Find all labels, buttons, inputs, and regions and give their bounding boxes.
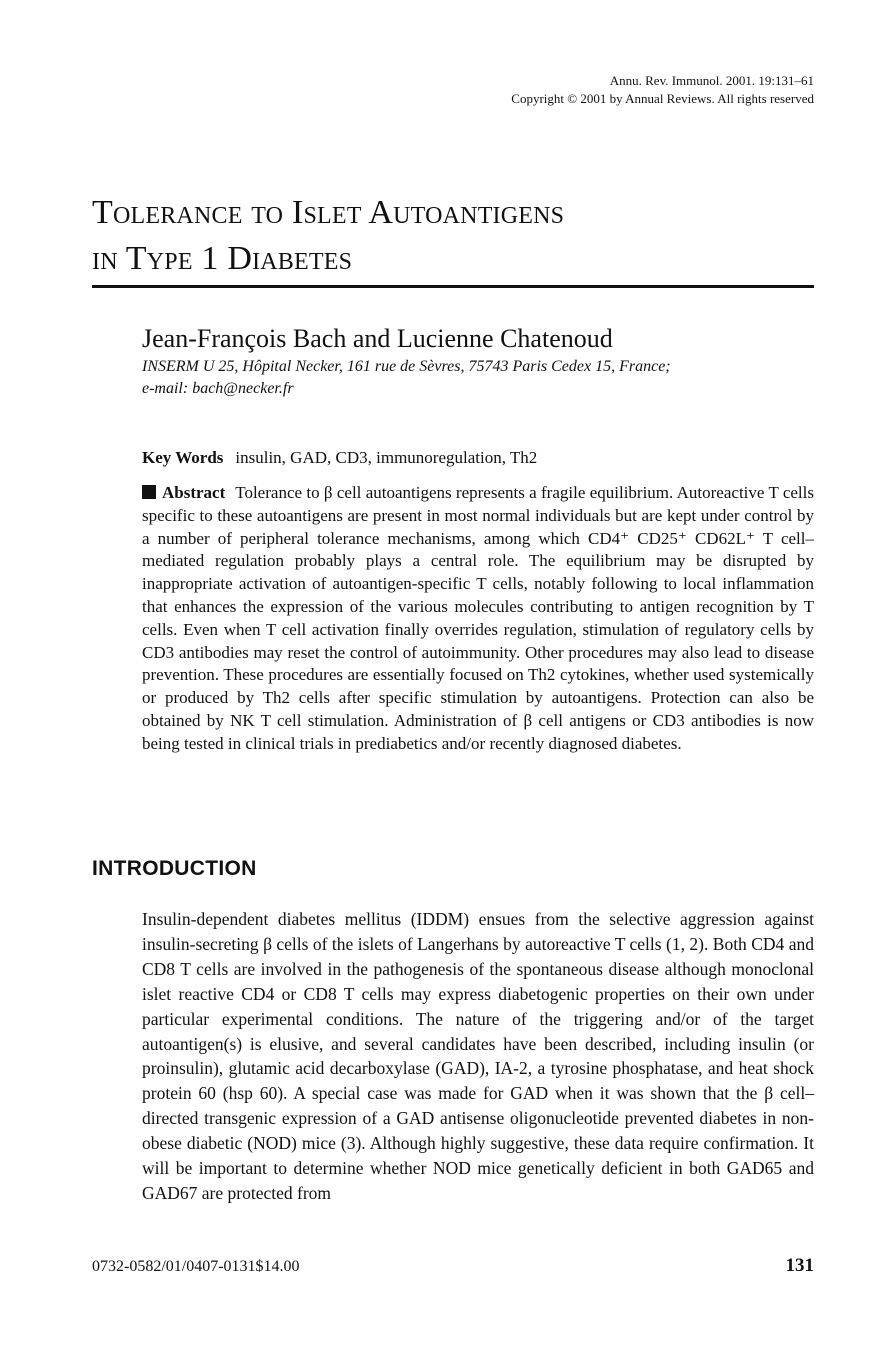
keywords-label: Key Words — [142, 448, 224, 467]
keywords-text: insulin, GAD, CD3, immunoregulation, Th2 — [235, 448, 538, 467]
abstract — [142, 482, 814, 756]
affiliation — [142, 356, 822, 400]
journal-citation — [511, 72, 814, 108]
affiliation-address: INSERM U 25, Hôpital Necker, 161 rue de Sèvres, 75743 Paris Cedex 15, France; — [142, 358, 671, 375]
abstract-text: Tolerance to β cell autoantigens represents a fragile equilibrium. Autoreactive T cells specific to these autoantigens are present in most normal individuals but are kept under control by a number of peripheral tolerance mechanisms, among which CD4⁺ CD25⁺ CD62L⁺ T cell–mediated regulation probably plays a central role. The equilibrium may be disrupted by inappropriate activation of autoantigen-specific T cells, notably following to local inflammation that enhances the expression of the various molecules contributing to antigen recognition by T cells. Even when T cell activation finally overrides regulation, stimulation of regulatory cells by CD3 antibodies may reset the control of autoimmunity. Other procedures may also lead to disease prevention. These procedures are essentially focused on Th2 cytokines, whether used systemically or produced by Th2 cells after specific stimulation by autoantigens. Protection can also be obtained by NK T cell stimulation. Administration of β cell antigens or CD3 antibodies is now being tested in clinical trials in prediabetics and/or recently diagnosed diabetes. — [142, 483, 814, 753]
page-number: 131 — [785, 1255, 814, 1276]
footer-code: 0732-0582/01/0407-0131$14.00 — [92, 1258, 300, 1275]
affiliation-email: e-mail: bach@necker.fr — [142, 380, 294, 397]
copyright-line: Copyright © 2001 by Annual Reviews. All rights reserved — [511, 91, 814, 106]
title-line-1: Tolerance to Islet Autoantigens — [92, 194, 565, 231]
title-rule — [92, 285, 814, 288]
keywords — [142, 446, 537, 470]
authors: Jean-François Bach and Lucienne Chatenoud — [142, 324, 613, 353]
introduction-text: Insulin-dependent diabetes mellitus (IDDM) ensues from the selective aggression against insulin-secreting β cells of the islets of Langerhans by autoreactive T cells (1, 2). Both CD4 and CD8 T cells are involved in the pathogenesis of the spontaneous disease although monoclonal islet reactive CD4 or CD8 T cells may express diabetogenic properties on their own under particular experimental conditions. The nature of the triggering and/or of the target autoantigen(s) is elusive, and several candidates have been described, including insulin (or proinsulin), glutamic acid decarboxylase (GAD), IA-2, a tyrosine phosphatase, and heat shock protein 60 (hsp 60). A special case was made for GAD when it was shown that the β cell–directed transgenic expression of a GAD antisense oligonucleotide prevented diabetes in non-obese diabetic (NOD) mice (3). Although highly suggestive, these data require confirmation. It will be important to determine whether NOD mice genetically deficient in both GAD65 and GAD67 are protected from — [142, 909, 814, 1203]
title-line-2: in Type 1 Diabetes — [92, 240, 353, 277]
abstract-label: Abstract — [162, 483, 226, 502]
square-bullet-icon — [142, 485, 156, 499]
section-heading: INTRODUCTION — [92, 857, 257, 880]
journal-line: Annu. Rev. Immunol. 2001. 19:131–61 — [609, 73, 814, 88]
article-title — [92, 190, 814, 282]
